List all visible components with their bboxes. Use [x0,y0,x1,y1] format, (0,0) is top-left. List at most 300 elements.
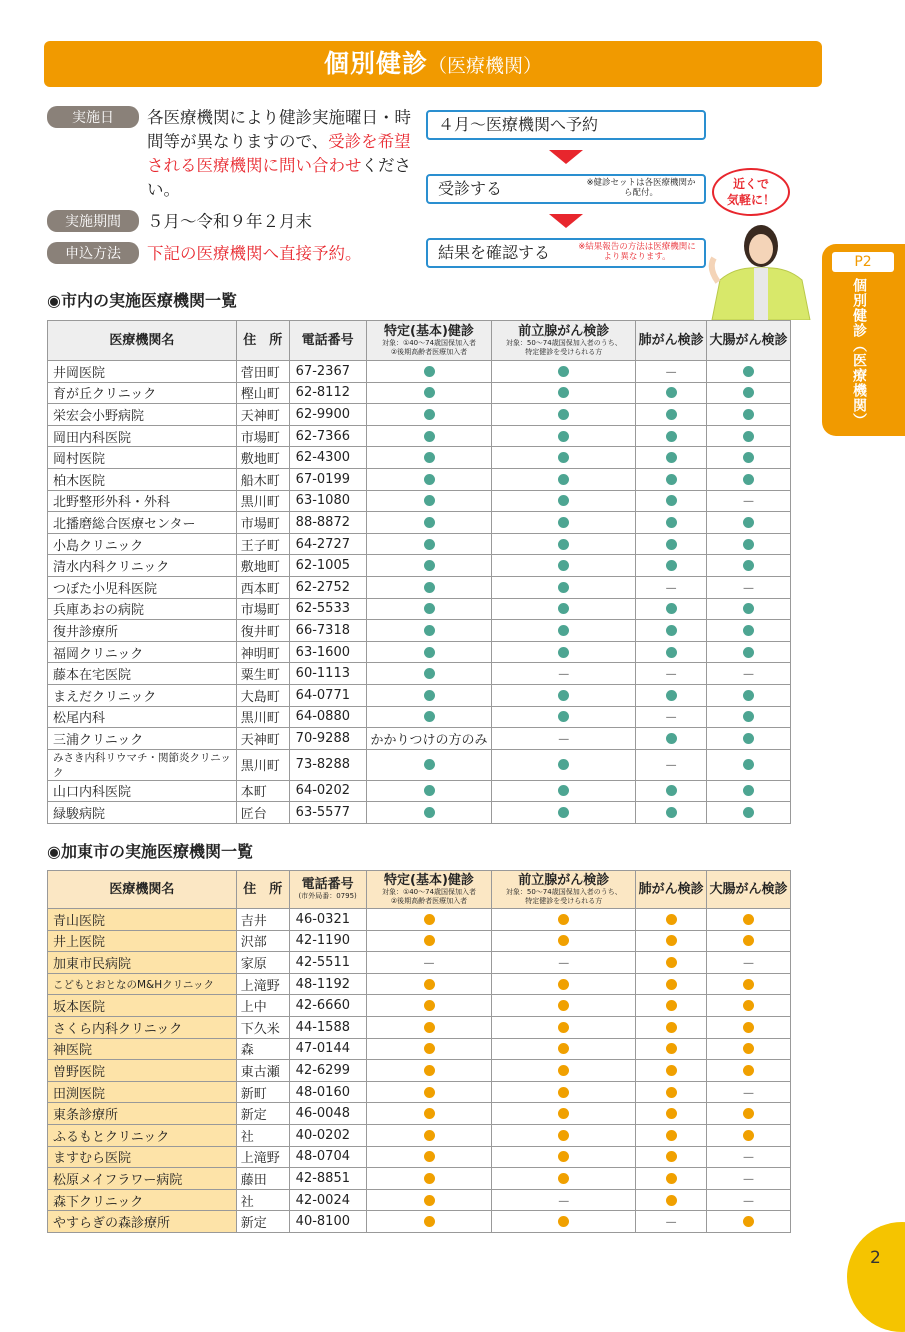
tokutei-status [366,447,492,469]
colon-status [707,930,791,952]
clinic-phone: 62-2752 [289,576,366,598]
tokutei-status [366,576,492,598]
available-dot-icon [743,1043,754,1054]
lung-status [636,1124,707,1146]
clinic-address: 黒川町 [236,490,289,512]
clinic-name: 青山医院 [48,909,237,931]
prostate-status: － [492,1189,636,1211]
available-dot-icon [424,1022,435,1033]
available-dot-icon [558,711,569,722]
tokutei-status [366,1124,492,1146]
available-dot-icon [424,785,435,796]
tokutei-status [366,382,492,404]
available-dot-icon [424,1087,435,1098]
period-text: ５月～令和９年２月末 [147,212,312,231]
lung-status [636,1189,707,1211]
available-dot-icon [743,733,754,744]
prostate-status: － [492,663,636,685]
tokutei-status [366,780,492,802]
available-dot-icon [666,603,677,614]
clinic-name: ふるもとクリニック [48,1124,237,1146]
prostate-status [492,684,636,706]
available-dot-icon [666,1130,677,1141]
available-dot-icon [558,759,569,770]
available-dot-icon [424,935,435,946]
tokutei-status [366,533,492,555]
available-dot-icon [424,914,435,925]
period-row [47,210,417,234]
available-dot-icon [666,560,677,571]
section-title-city: ◉市内の実施医療機関一覧 [47,291,237,310]
clinic-name: こどもとおとなのM&Hクリニック [48,973,237,995]
table-row [48,1038,791,1060]
table-row [48,533,791,555]
clinic-name: 山口内科医院 [48,780,237,802]
colon-status [707,1016,791,1038]
available-dot-icon [558,582,569,593]
colon-status [707,382,791,404]
clinic-name: 北播磨総合医療センター [48,512,237,534]
available-dot-icon [558,807,569,818]
available-dot-icon [558,603,569,614]
available-dot-icon [424,1065,435,1076]
col-header-addr: 住 所 [236,321,289,361]
available-dot-icon [666,625,677,636]
table-row [48,576,791,598]
prostate-status [492,706,636,728]
clinic-address: 東古瀬 [236,1060,289,1082]
prostate-status [492,533,636,555]
available-dot-icon [558,452,569,463]
available-dot-icon [558,1108,569,1119]
tokutei-status [366,1189,492,1211]
available-dot-icon [424,603,435,614]
prostate-status [492,780,636,802]
clinic-address: 天神町 [236,728,289,750]
prostate-status [492,1060,636,1082]
available-dot-icon [743,759,754,770]
clinic-address: 敷地町 [236,447,289,469]
clinic-address: 社 [236,1124,289,1146]
prostate-status [492,490,636,512]
table-row [48,555,791,577]
table-row [48,598,791,620]
colon-status: － [707,1189,791,1211]
available-dot-icon [743,1130,754,1141]
clinic-phone: 64-0771 [289,684,366,706]
available-dot-icon [743,474,754,485]
table-row [48,512,791,534]
available-dot-icon [743,1216,754,1227]
available-dot-icon [558,431,569,442]
clinic-name: 森下クリニック [48,1189,237,1211]
available-dot-icon [666,733,677,744]
available-dot-icon [666,1065,677,1076]
prostate-status [492,404,636,426]
lung-status [636,973,707,995]
kato-clinic-table [47,870,791,1233]
table-row [48,1081,791,1103]
tokutei-status [366,749,492,780]
available-dot-icon [424,807,435,818]
clinic-name: 神医院 [48,1038,237,1060]
prostate-status [492,620,636,642]
tokutei-status [366,802,492,824]
table-row [48,1124,791,1146]
table-row [48,706,791,728]
available-dot-icon [666,1043,677,1054]
prostate-status: － [492,952,636,974]
lung-status [636,930,707,952]
available-dot-icon [424,1173,435,1184]
table-row [48,404,791,426]
table-row [48,802,791,824]
lung-status [636,1016,707,1038]
table-row [48,684,791,706]
available-dot-icon [743,647,754,658]
lung-status [636,598,707,620]
clinic-phone: 73-8288 [289,749,366,780]
available-dot-icon [424,1043,435,1054]
lung-status: － [636,749,707,780]
table-row [48,995,791,1017]
prostate-status [492,749,636,780]
prostate-status [492,1168,636,1190]
colon-status [707,1060,791,1082]
clinic-phone: 46-0048 [289,1103,366,1125]
clinic-name: 緑駿病院 [48,802,237,824]
available-dot-icon [424,517,435,528]
table-row [48,361,791,383]
clinic-phone: 60-1113 [289,663,366,685]
prostate-status [492,1124,636,1146]
colon-status [707,512,791,534]
table-row [48,382,791,404]
available-dot-icon [558,625,569,636]
side-section-label: 個別健診（医療機関） [851,278,867,428]
available-dot-icon [666,1108,677,1119]
available-dot-icon [666,1000,677,1011]
colon-status [707,447,791,469]
clinic-phone: 42-1190 [289,930,366,952]
clinic-name: 清水内科クリニック [48,555,237,577]
clinic-phone: 44-1588 [289,1016,366,1038]
colon-status: － [707,1081,791,1103]
available-dot-icon [558,935,569,946]
clinic-address: 吉井 [236,909,289,931]
table-row [48,1189,791,1211]
table-row [48,641,791,663]
clinic-address: 西本町 [236,576,289,598]
flow-step-result: 結果を確認する ※結果報告の方法は医療機関により異なります。 [426,238,706,268]
prostate-status [492,973,636,995]
col-header-colon: 大腸がん検診 [707,871,791,909]
clinic-name: 兵庫あおの病院 [48,598,237,620]
table-row [48,749,791,780]
colon-status [707,684,791,706]
available-dot-icon [743,979,754,990]
available-dot-icon [743,935,754,946]
clinic-address: 匠台 [236,802,289,824]
tokutei-status [366,995,492,1017]
lung-status [636,1038,707,1060]
clinic-phone: 62-9900 [289,404,366,426]
page-title-banner [44,41,822,87]
col-header-tokutei: 特定(基本)健診 対象：①40～74歳国保加入者 ②後期高齢者医療加入者 [366,321,492,361]
table-row [48,447,791,469]
available-dot-icon [743,711,754,722]
col-header-addr: 住 所 [236,871,289,909]
info-block [47,106,417,274]
available-dot-icon [666,474,677,485]
table-row [48,663,791,685]
available-dot-icon [558,560,569,571]
available-dot-icon [424,690,435,701]
clinic-phone: 42-5511 [289,952,366,974]
clinic-name: 北野整形外科・外科 [48,490,237,512]
available-dot-icon [558,1043,569,1054]
colon-status [707,404,791,426]
available-dot-icon [666,1022,677,1033]
col-header-prostate: 前立腺がん検診 対象：50～74歳国保加入者のうち、 特定健診を受けられる方 [492,871,636,909]
colon-status [707,598,791,620]
clinic-phone: 63-1600 [289,641,366,663]
clinic-address: 上中 [236,995,289,1017]
available-dot-icon [424,474,435,485]
available-dot-icon [424,1151,435,1162]
prostate-status [492,425,636,447]
lung-status [636,780,707,802]
tokutei-status [366,641,492,663]
clinic-name: 田渕医院 [48,1081,237,1103]
clinic-address: 本町 [236,780,289,802]
apply-text: 下記の医療機関へ直接予約。 [147,244,362,263]
table-row [48,1016,791,1038]
prostate-status [492,598,636,620]
date-text: 各医療機関により健診実施曜日・時間等が異なりますので、 [147,108,411,151]
available-dot-icon [424,582,435,593]
clinic-phone: 62-5533 [289,598,366,620]
colon-status [707,1211,791,1233]
available-dot-icon [424,711,435,722]
lung-status [636,728,707,750]
lung-status [636,802,707,824]
available-dot-icon [424,431,435,442]
tokutei-status [366,425,492,447]
col-header-lung: 肺がん検診 [636,321,707,361]
clinic-name: 曽野医院 [48,1060,237,1082]
lung-status [636,684,707,706]
table-row [48,780,791,802]
prostate-status [492,382,636,404]
page-number: 2 [870,1248,881,1268]
available-dot-icon [558,387,569,398]
lung-status [636,404,707,426]
available-dot-icon [558,647,569,658]
colon-status: － [707,1168,791,1190]
available-dot-icon [558,539,569,550]
colon-status [707,468,791,490]
lung-status [636,555,707,577]
prostate-status [492,576,636,598]
table-row [48,973,791,995]
available-dot-icon [424,647,435,658]
clinic-address: 新定 [236,1211,289,1233]
available-dot-icon [424,668,435,679]
available-dot-icon [558,1022,569,1033]
clinic-address: 下久米 [236,1016,289,1038]
clinic-address: 森 [236,1038,289,1060]
available-dot-icon [743,517,754,528]
table-row [48,1211,791,1233]
colon-status: － [707,952,791,974]
available-dot-icon [743,807,754,818]
clinic-address: 上滝野 [236,973,289,995]
apply-label: 申込方法 [47,242,139,264]
tokutei-status [366,468,492,490]
available-dot-icon [743,366,754,377]
clinic-phone: 47-0144 [289,1038,366,1060]
lung-status [636,1103,707,1125]
clinic-address: 家原 [236,952,289,974]
prostate-status [492,1211,636,1233]
tokutei-status [366,1146,492,1168]
available-dot-icon [666,935,677,946]
tokutei-status [366,706,492,728]
available-dot-icon [558,979,569,990]
tokutei-status [366,620,492,642]
tokutei-status: － [366,952,492,974]
available-dot-icon [666,807,677,818]
available-dot-icon [666,690,677,701]
colon-status [707,425,791,447]
clinic-name: 福岡クリニック [48,641,237,663]
speech-bubble: 近くで 気軽に！ [712,168,790,216]
colon-status [707,802,791,824]
clinic-address: 黒川町 [236,706,289,728]
lung-status [636,1168,707,1190]
colon-status [707,995,791,1017]
available-dot-icon [743,387,754,398]
available-dot-icon [743,1065,754,1076]
lung-status [636,1060,707,1082]
table-row [48,620,791,642]
available-dot-icon [424,1195,435,1206]
col-header-tokutei: 特定(基本)健診 対象：①40～74歳国保加入者 ②後期高齢者医療加入者 [366,871,492,909]
clinic-address: 社 [236,1189,289,1211]
colon-status [707,909,791,931]
lung-status [636,425,707,447]
lung-status [636,382,707,404]
date-label: 実施日 [47,106,139,128]
city-clinic-table [47,320,791,824]
tokutei-status [366,909,492,931]
clinic-address: 新定 [236,1103,289,1125]
available-dot-icon [666,914,677,925]
tokutei-status [366,1081,492,1103]
prostate-status: － [492,728,636,750]
colon-status [707,780,791,802]
clinic-phone: 48-0160 [289,1081,366,1103]
clinic-name: 育が丘クリニック [48,382,237,404]
table-row [48,468,791,490]
flow-note-set: ※健診セットは各医療機関から配付。 [586,178,696,198]
flow-step-visit: 受診する ※健診セットは各医療機関から配付。 [426,174,706,204]
col-header-name: 医療機関名 [48,871,237,909]
available-dot-icon [743,1108,754,1119]
available-dot-icon [743,603,754,614]
clinic-name: 加東市民病院 [48,952,237,974]
available-dot-icon [558,1000,569,1011]
available-dot-icon [666,979,677,990]
prostate-status [492,1016,636,1038]
tokutei-status [366,1060,492,1082]
clinic-address: 敷地町 [236,555,289,577]
lung-status [636,1081,707,1103]
date-text-end: ください。 [147,156,411,199]
available-dot-icon [666,957,677,968]
available-dot-icon [558,1065,569,1076]
clinic-address: 粟生町 [236,663,289,685]
available-dot-icon [424,1000,435,1011]
table-row [48,909,791,931]
tokutei-status [366,361,492,383]
prostate-status [492,930,636,952]
available-dot-icon [558,914,569,925]
colon-status [707,533,791,555]
clinic-phone: 40-8100 [289,1211,366,1233]
available-dot-icon [558,495,569,506]
side-page-label: P2 [832,252,894,272]
clinic-phone: 62-7366 [289,425,366,447]
lung-status: － [636,663,707,685]
table-row [48,1103,791,1125]
tokutei-status [366,930,492,952]
tokutei-status [366,404,492,426]
prostate-status [492,802,636,824]
colon-status: － [707,576,791,598]
available-dot-icon [743,914,754,925]
available-dot-icon [666,647,677,658]
clinic-phone: 42-6299 [289,1060,366,1082]
available-dot-icon [666,431,677,442]
clinic-phone: 62-1005 [289,555,366,577]
available-dot-icon [558,366,569,377]
clinic-phone: 64-0880 [289,706,366,728]
tokutei-status: かかりつけの方のみ [366,728,492,750]
available-dot-icon [558,1130,569,1141]
clinic-name: やすらぎの森診療所 [48,1211,237,1233]
lung-status: － [636,576,707,598]
available-dot-icon [424,560,435,571]
clinic-phone: 42-8851 [289,1168,366,1190]
prostate-status [492,909,636,931]
clinic-name: 小島クリニック [48,533,237,555]
page-corner-decoration [847,1222,905,1332]
clinic-name: まえだクリニック [48,684,237,706]
clinic-address: 市場町 [236,512,289,534]
clinic-name: 坂本医院 [48,995,237,1017]
clinic-phone: 88-8872 [289,512,366,534]
lung-status [636,447,707,469]
clinic-address: 沢部 [236,930,289,952]
side-tab [822,244,905,436]
available-dot-icon [743,539,754,550]
apply-row [47,242,417,266]
prostate-status [492,1103,636,1125]
clinic-phone: 70-9288 [289,728,366,750]
available-dot-icon [666,452,677,463]
